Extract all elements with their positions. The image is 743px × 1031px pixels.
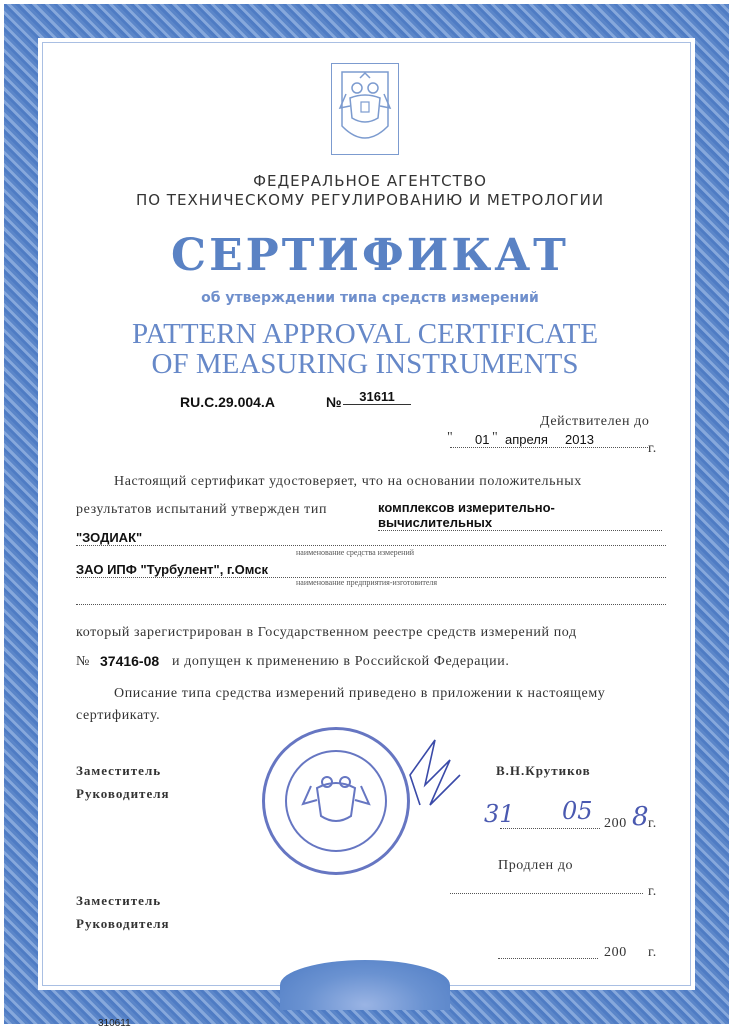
valid-year: 2013 — [565, 432, 594, 447]
instrument-type: комплексов измерительно-вычислительных — [378, 500, 662, 531]
extension-year-suffix: г. — [648, 884, 657, 899]
signature2-date-dots — [498, 950, 598, 959]
signature2-role-line2: Руководителя — [76, 916, 170, 931]
instrument-name: "ЗОДИАК" — [76, 530, 666, 546]
coat-of-arms-emblem — [331, 63, 399, 155]
handwritten-month: 05 — [562, 797, 593, 825]
signature1-date-dots — [500, 820, 600, 829]
certificate-title-ru: СЕРТИФИКАТ — [171, 230, 569, 281]
number-label: № — [326, 394, 342, 410]
para2-line1: который зарегистрирован в Государственном реестре средств измерений под — [76, 625, 577, 640]
registry-prefix: № — [76, 654, 90, 669]
signature1-year-prefix: 200 — [604, 816, 627, 831]
signature1-role-line1: Заместитель — [76, 763, 162, 778]
signature2-year-prefix: 200 — [604, 945, 627, 960]
official-round-stamp — [262, 727, 410, 875]
agency-name-line2: ПО ТЕХНИЧЕСКОМУ РЕГУЛИРОВАНИЮ И МЕТРОЛОГИИ — [135, 191, 605, 209]
certificate-title-en-line1: PATTERN APPROVAL CERTIFICATE — [131, 318, 599, 350]
valid-day-open-quote: " — [447, 430, 454, 445]
handwritten-year-digit: 8 — [632, 802, 649, 832]
signature2-year-suffix: г. — [648, 945, 657, 960]
instrument-caption: наименование средства измерений — [296, 548, 415, 557]
certificate-title-en-line2: OF MEASURING INSTRUMENTS — [151, 348, 579, 380]
extension-label: Продлен до — [498, 858, 574, 873]
manufacturer-caption: наименование предприятия-изготовителя — [296, 578, 438, 587]
blank-dotted-line — [76, 592, 666, 605]
signature1-year-suffix: г. — [648, 816, 657, 831]
stamp-eagle-icon — [265, 730, 407, 872]
form-serial-number: 310611 — [98, 1018, 131, 1029]
para3-line2: сертификату. — [76, 708, 161, 723]
para3-line1: Описание типа средства измерений приведено в приложении к настоящему — [114, 686, 606, 701]
handwritten-day: 31 — [484, 800, 515, 828]
signature2-role-line1: Заместитель — [76, 893, 162, 908]
registry-number: 37416-08 — [100, 653, 160, 669]
extension-date-dots — [450, 885, 643, 894]
para2-line2: и допущен к применению в Российской Федерации. — [172, 654, 510, 669]
manufacturer: ЗАО ИПФ "Турбулент", г.Омск — [76, 562, 666, 578]
valid-year-suffix: г. — [648, 441, 657, 456]
para1-line2: результатов испытаний утвержден тип — [76, 502, 328, 517]
certificate-number: 31611 — [343, 389, 411, 405]
para1-line1: Настоящий сертификат удостоверяет, что на основании положительных — [114, 474, 582, 489]
agency-name-line1: ФЕДЕРАЛЬНОЕ АГЕНТСТВО — [253, 172, 487, 190]
bottom-seal-ornament — [280, 960, 450, 1010]
handwritten-signature — [400, 735, 470, 815]
signer-name: В.Н.Крутиков — [496, 763, 591, 778]
certificate-code: RU.C.29.004.A — [180, 394, 275, 410]
certificate-subtitle-ru: об утверждении типа средств измерений — [201, 290, 539, 306]
valid-day: 01 — [475, 432, 490, 447]
valid-month: апреля — [505, 432, 548, 447]
valid-day-close-quote: " — [492, 430, 499, 445]
signature1-role-line2: Руководителя — [76, 786, 170, 801]
double-headed-eagle-icon — [332, 64, 398, 154]
valid-until-label: Действителен до — [540, 414, 650, 429]
